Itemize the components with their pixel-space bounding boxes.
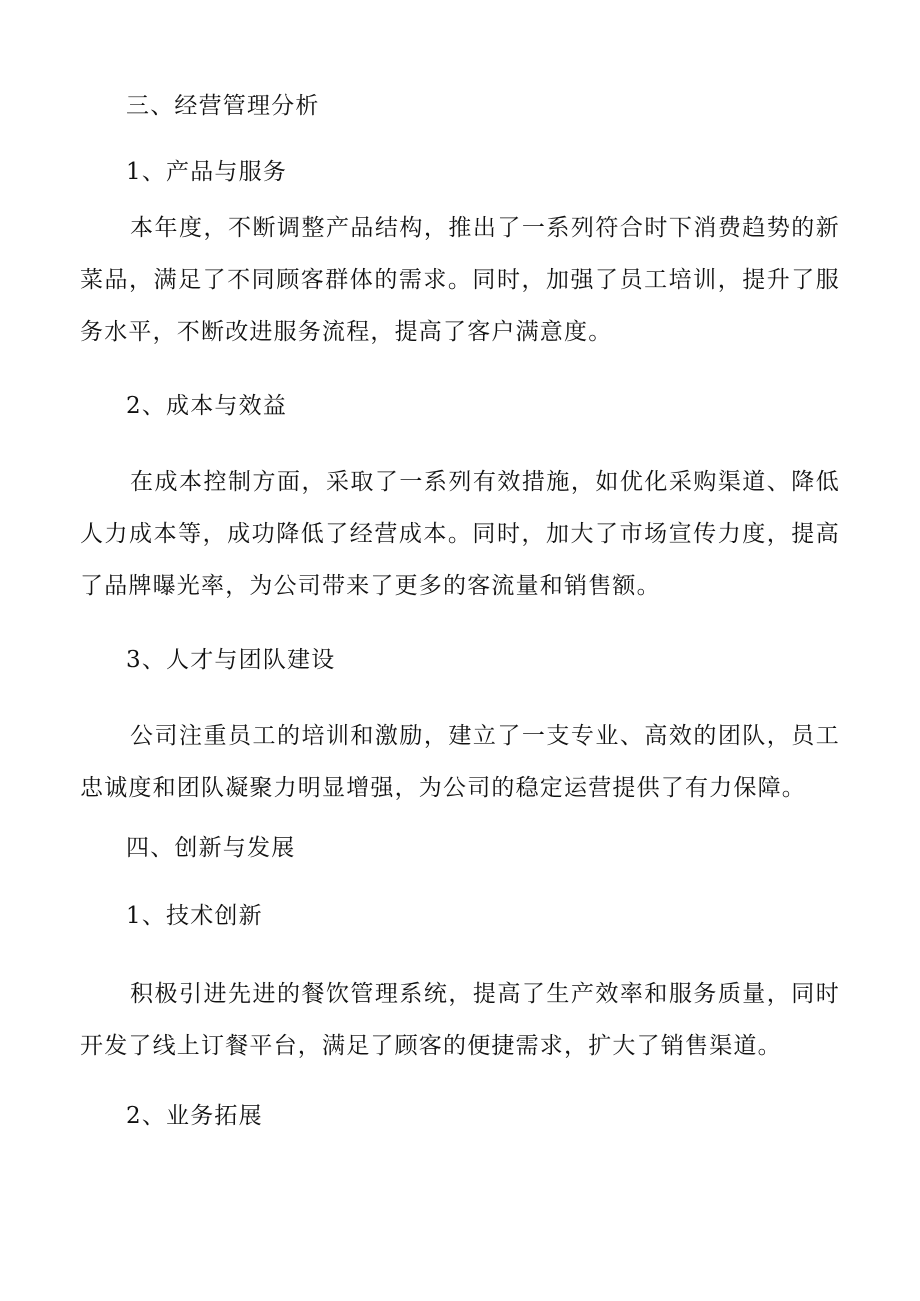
subheading-talent-team: 3、人才与团队建设 (126, 647, 336, 673)
subheading-products-services: 1、产品与服务 (126, 159, 288, 185)
subheading-tech-innovation: 1、技术创新 (126, 903, 263, 929)
subheading-cost-benefit: 2、成本与效益 (126, 393, 288, 419)
paragraph-cost-benefit: 在成本控制方面，采取了一系列有效措施，如优化采购渠道、降低人力成本等，成功降低了经营成本。同时，加大了市场宣传力度，提高了品牌曝光率，为公司带来了更多的客流量和销售额。 (80, 469, 840, 599)
paragraph-tech-innovation: 积极引进先进的餐饮管理系统，提高了生产效率和服务质量，同时开发了线上订餐平台，满足了顾客的便捷需求，扩大了销售渠道。 (80, 981, 840, 1059)
paragraph-products-services: 本年度，不断调整产品结构，推出了一系列符合时下消费趋势的新菜品，满足了不同顾客群体的需求。同时，加强了员工培训，提升了服务水平，不断改进服务流程，提高了客户满意度。 (80, 215, 840, 345)
subheading-business-expansion: 2、业务拓展 (126, 1103, 263, 1129)
section-heading-innovation: 四、创新与发展 (126, 835, 296, 861)
paragraph-talent-team: 公司注重员工的培训和激励，建立了一支专业、高效的团队，员工忠诚度和团队凝聚力明显增强，为公司的稳定运营提供了有力保障。 (80, 723, 840, 801)
section-heading-management-analysis: 三、经营管理分析 (126, 93, 320, 119)
